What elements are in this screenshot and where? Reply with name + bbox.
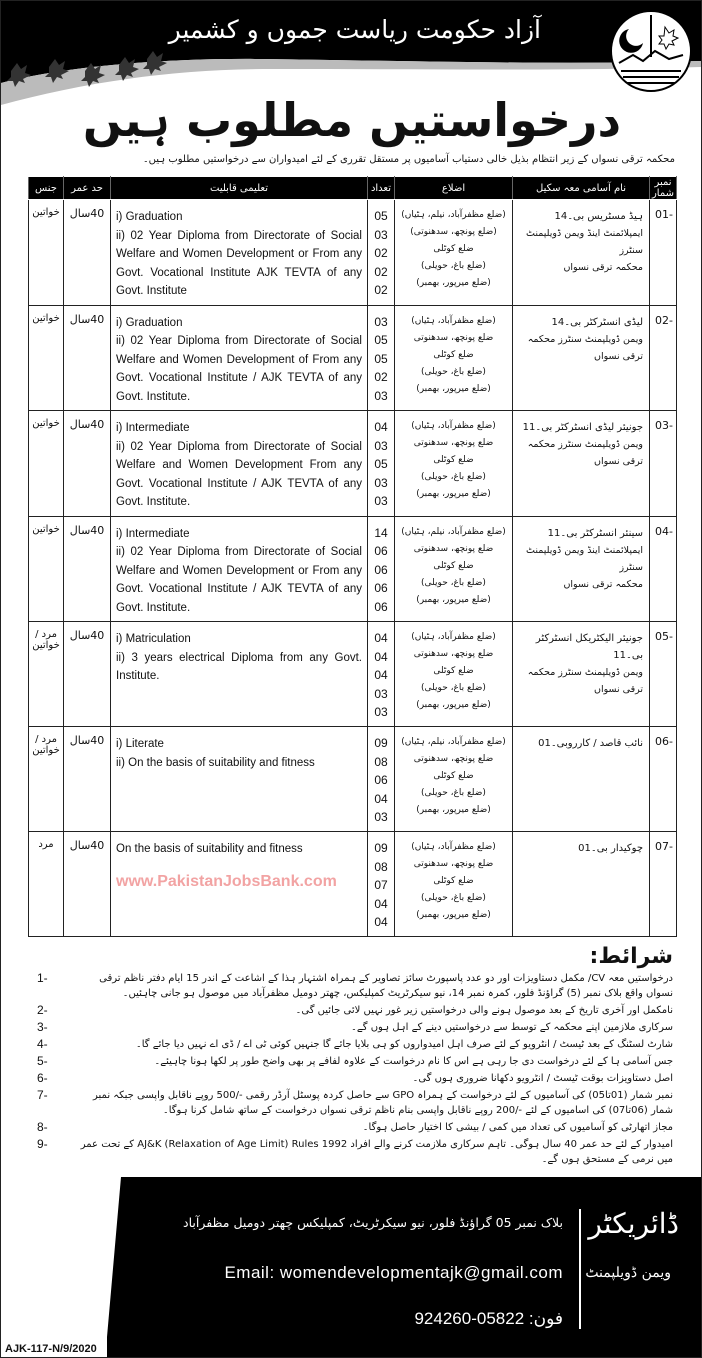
ad-reference-code: AJK-117-N/9/2020 [5, 1343, 97, 1355]
count-value: 14 [374, 525, 388, 540]
condition-number: 3- [37, 1020, 48, 1034]
gender-cell: مرد [29, 832, 64, 937]
count-value: 04 [374, 420, 388, 434]
post-cell [513, 411, 650, 517]
serial-cell: 04- [650, 516, 677, 622]
table-row [29, 411, 677, 517]
district-name: ضلع کوٹلی [433, 349, 474, 360]
count-value: 03 [374, 810, 388, 824]
districts-cell [395, 305, 513, 411]
district-name: (ضلع باغ، حویلی) [421, 261, 486, 271]
districts-cell [395, 516, 513, 622]
qualification-line: i) Literate [116, 738, 164, 750]
condition-text: امیدوار کے لئے حد عمر 40 سال ہوگی۔ تاہم سرکاری ملازمت کرنے والے افراد AJ&K (Relaxation of Age Limit) Rules 1992 کے تحت عمر میں نرمی کے مستحق ہوں گے۔ [80, 1139, 673, 1165]
condition-item [29, 1120, 673, 1135]
district-name: (ضلع باغ، حویلی) [421, 577, 486, 588]
condition-number: 5- [37, 1054, 48, 1068]
qualification-line: ii) On the basis of suitability and fitness [116, 756, 315, 769]
districts-cell [395, 200, 513, 306]
post-line: سینئر انسٹرکٹر بی۔11 [547, 527, 643, 539]
count-value: 09 [374, 736, 388, 750]
count-cell [368, 305, 395, 411]
count-value: 09 [374, 841, 388, 855]
age-cell: 40سال [64, 516, 111, 622]
count-value: 04 [374, 631, 388, 645]
district-name: (ضلع مظفرآباد، ہٹیاں) [411, 421, 496, 431]
vacancies-table [28, 176, 677, 937]
contact-email[interactable]: Email: womendevelopmentajk@gmail.com [224, 1263, 563, 1282]
post-line: لیڈی انسٹرکٹر بی۔14 [551, 316, 643, 328]
district-name: (ضلع میرپور، بھمبر) [416, 805, 491, 815]
count-cell [368, 200, 395, 306]
qualification-line: ii) 3 years electrical Diploma from any Govt. Institute. [116, 651, 362, 682]
district-name: (ضلع میرپور، بھمبر) [416, 700, 491, 710]
serial-cell: 05- [650, 622, 677, 727]
district-name: ضلع پونچھ، سدھنوتی [413, 543, 494, 554]
count-cell [368, 516, 395, 622]
count-value: 04 [374, 915, 388, 929]
districts-cell [395, 411, 513, 517]
count-value: 06 [374, 773, 388, 787]
intro-text: محکمہ ترقی نسواں کے زیر انتظام بذیل خالی دستیاب آسامیوں پر مستقل تقرری کے لئے امیدواران سے درخواستیں مطلوب ہیں۔ [142, 154, 675, 165]
col-serial: نمبر شمار [650, 177, 677, 200]
count-value: 04 [374, 649, 388, 664]
count-value: 04 [374, 896, 388, 911]
district-name: ضلع کوٹلی [433, 244, 474, 254]
count-value: 02 [374, 283, 388, 297]
condition-text: مجاز اتھارٹی کو آسامیوں کی تعداد میں کمی / بیشی کا اختیار حاصل ہوگا۔ [362, 1122, 673, 1133]
count-value: 02 [374, 246, 388, 260]
count-value: 07 [374, 878, 388, 892]
district-name: (ضلع باغ، حویلی) [421, 683, 486, 693]
table-row [29, 516, 677, 622]
count-value: 05 [374, 457, 388, 471]
condition-number: 7- [37, 1088, 48, 1102]
post-line: محکمہ ترقی نسواں [563, 578, 643, 590]
condition-text: نمبر شمار (01تا05) کی آسامیوں کے لئے درخواست کے ہمراہ GPO سے حاصل کردہ پوسٹل آرڈر رقمی -/500 روپے ناقابل واپسی جبکہ نمبر شمار (06تا07) کی اسامیوں کے لئے -/200 روپے ناقابل واپسی بنام ناظم ترقی نسواں درخواست کے ساتھ شامل کرنا ہوگا۔ [93, 1090, 673, 1116]
table-row [29, 727, 677, 832]
condition-number: 9- [37, 1137, 48, 1151]
condition-text: اصل دستاویزات بوقت ٹیسٹ / انٹرویو دکھانا ضروری ہوں گی۔ [412, 1073, 673, 1084]
condition-item [29, 1137, 673, 1167]
qualification-line: ii) 02 Year Diploma from Directorate of Social Welfare and Women Development or From any Govt. Vocational Institute AJK TEVTA of any Govt. Institute [116, 229, 362, 297]
condition-number: 1- [37, 971, 48, 985]
serial-cell: 06- [650, 727, 677, 832]
post-cell [513, 832, 650, 937]
col-count: تعداد [368, 177, 395, 200]
condition-number: 2- [37, 1003, 48, 1017]
count-value: 04 [374, 791, 388, 806]
count-value: 02 [374, 264, 388, 279]
count-cell [368, 832, 395, 937]
qualification-line: ii) 02 Year Diploma from Directorate of Social Welfare and Women Development or From any Govt. Vocational Institute / AJK TEVTA of any Govt. Institute. [116, 546, 362, 614]
district-name: ضلع کوٹلی [433, 455, 474, 465]
post-cell [513, 516, 650, 622]
district-name: ضلع پونچھ، سدھنوتی [413, 859, 494, 869]
watermark: www.PakistanJobsBank.com [116, 872, 337, 890]
count-value: 06 [374, 581, 388, 595]
office-address: بلاک نمبر 05 گراؤنڈ فلور، نیو سیکرٹریٹ، کمپلیکس چھتر دومیل مظفرآباد [183, 1215, 563, 1230]
condition-item [29, 1071, 673, 1086]
count-cell [368, 727, 395, 832]
count-value: 04 [374, 668, 388, 682]
post-line: نائب قاصد / کارروبی۔01 [538, 738, 643, 749]
districts-cell [395, 727, 513, 832]
district-name: ضلع کوٹلی [433, 876, 474, 886]
count-value: 03 [374, 388, 388, 403]
conditions-list [29, 971, 673, 1167]
qualification-cell [111, 516, 368, 622]
table-row [29, 832, 677, 937]
condition-item [29, 1037, 673, 1052]
districts-cell [395, 622, 513, 727]
district-name: ضلع پونچھ، سدھنوتی [413, 332, 494, 343]
district-name: ضلع کوٹلی [433, 560, 474, 571]
post-cell [513, 200, 650, 306]
post-line: ایمپلائمنٹ اینڈ ویمن ڈویلپمنٹ سنٹرز [526, 228, 643, 256]
post-cell [513, 305, 650, 411]
district-name: (ضلع باغ، حویلی) [421, 788, 486, 798]
serial-cell: 02- [650, 305, 677, 411]
condition-item [29, 1020, 673, 1035]
post-line: ہیڈ مسٹریس بی۔14 [554, 211, 643, 222]
qualification-line: i) Graduation [116, 316, 183, 329]
count-value: 03 [374, 438, 388, 453]
district-name: (ضلع میرپور، بھمبر) [416, 594, 491, 605]
post-line: محکمہ ترقی نسواں [563, 262, 643, 273]
condition-item [29, 971, 673, 1001]
count-value: 05 [374, 351, 388, 366]
col-age: حد عمر [64, 177, 111, 200]
district-name: (ضلع مظفرآباد، نیلم، ہٹیاں) [401, 210, 506, 220]
condition-number: 8- [37, 1120, 48, 1134]
count-value: 03 [374, 475, 388, 490]
col-districts: اضلاع [395, 177, 513, 200]
table-header-row [29, 177, 677, 200]
district-name: (ضلع مظفرآباد، ہٹیاں) [411, 632, 496, 642]
district-name: (ضلع میرپور، بھمبر) [416, 383, 491, 394]
count-value: 05 [374, 333, 388, 347]
age-cell: 40سال [64, 411, 111, 517]
conditions-title: شرائط: [589, 944, 673, 969]
gender-cell: خواتین [29, 200, 64, 306]
qualification-line: i) Graduation [116, 211, 183, 223]
district-name: ضلع پونچھ، سدھنوتی [413, 754, 494, 764]
qualification-line: i) Matriculation [116, 633, 191, 645]
condition-number: 4- [37, 1037, 48, 1051]
serial-cell: 01- [650, 200, 677, 306]
district-name: (ضلع پونچھ، سدھنوتی) [410, 227, 497, 237]
gender-cell: خواتین [29, 305, 64, 411]
count-value: 06 [374, 562, 388, 577]
count-value: 08 [374, 859, 388, 874]
count-cell [368, 622, 395, 727]
condition-number: 6- [37, 1071, 48, 1085]
serial-cell: 07- [650, 832, 677, 937]
qualification-line: On the basis of suitability and fitness [116, 843, 303, 855]
post-line: جونیئر الیکٹریکل انسٹرکٹر بی۔11 [535, 633, 643, 661]
director-title: ڈائریکٹر [588, 1207, 679, 1240]
district-name: ضلع کوٹلی [433, 771, 474, 781]
count-value: 06 [374, 599, 388, 614]
district-name: (ضلع مظفرآباد، نیلم، ہٹیاں) [401, 526, 506, 537]
qualification-line: ii) 02 Year Diploma from Directorate of Social Welfare and Women Development of From any Govt. Vocational Institute / AJK TEVTA of any Govt. Institute. [116, 335, 362, 403]
qualification-line: i) Intermediate [116, 422, 190, 434]
district-name: (ضلع باغ، حویلی) [421, 893, 486, 903]
district-name: (ضلع مظفرآباد، نیلم، ہٹیاں) [401, 737, 506, 747]
district-name: ضلع کوٹلی [433, 666, 474, 676]
gender-cell: مرد / خواتین [29, 727, 64, 832]
district-name: (ضلع میرپور، بھمبر) [416, 278, 491, 288]
post-line: ایمپلائمنٹ اینڈ ویمن ڈویلپمنٹ سنٹرز [526, 544, 643, 573]
post-line: ویمن ڈویلپمنٹ سنٹرز محکمہ ترقی نسواں [527, 333, 643, 362]
serial-cell: 03- [650, 411, 677, 517]
condition-item [29, 1054, 673, 1069]
qualification-cell [111, 411, 368, 517]
gender-cell: مرد / خواتین [29, 622, 64, 727]
ajk-emblem-logo [607, 7, 695, 95]
count-cell [368, 411, 395, 517]
count-value: 03 [374, 314, 388, 329]
districts-cell [395, 832, 513, 937]
qualification-cell [111, 622, 368, 727]
post-line: ویمن ڈویلپمنٹ سنٹرز محکمہ ترقی نسواں [527, 439, 643, 467]
count-value: 03 [374, 227, 388, 242]
condition-text: درخواستیں معہ CV/ مکمل دستاویزات اور دو عدد پاسپورٹ سائز تصاویر کے ہمراہ اشتہار ہذا کے اشاعت کے اندر 15 ایام دفتر ناظم ترقی نسواں واقع بلاک نمبر (5) گراؤنڈ فلور، کمرہ نمبر 14، نیو سیکرٹریٹ کمپلیکس، چھتر دومیل مظفرآباد میں موصول ہو جانی چاہئیں۔ [99, 973, 673, 999]
table-row [29, 200, 677, 306]
col-qualification: تعلیمی قابلیت [111, 177, 368, 200]
table-row [29, 305, 677, 411]
count-value: 03 [374, 494, 388, 508]
count-value: 03 [374, 705, 388, 719]
qualification-cell [111, 305, 368, 411]
age-cell: 40سال [64, 200, 111, 306]
post-cell [513, 622, 650, 727]
age-cell: 40سال [64, 622, 111, 727]
age-cell: 40سال [64, 832, 111, 937]
col-post: نام آسامی معہ سکیل [513, 177, 650, 200]
district-name: (ضلع باغ، حویلی) [421, 472, 486, 482]
condition-text: سرکاری ملازمین اپنے محکمہ کے توسط سے درخواستیں دینے کے اہل ہوں گے۔ [351, 1022, 673, 1033]
post-cell [513, 727, 650, 832]
district-name: (ضلع باغ، حویلی) [421, 366, 486, 377]
count-value: 06 [374, 544, 388, 558]
col-gender: جنس [29, 177, 64, 200]
post-line: جونیئر لیڈی انسٹرکٹر بی۔11 [522, 422, 643, 433]
qualification-line: ii) 02 Year Diploma from Directorate of Social Welfare and Women Development From any Govt. Vocational Institute / AJK TEVTA of any Govt. Institute. [116, 440, 362, 508]
qualification-cell [111, 727, 368, 832]
table-row [29, 622, 677, 727]
condition-text: جس آسامی ہا کے لئے درخواست دی جا رہی ہے اس کا نام درخواست کے علاوہ لفافے پر بھی واضح طور پر لکھا ہونا چاہیئے۔ [154, 1056, 673, 1067]
header [1, 1, 701, 176]
government-title: آزاد حکومت ریاست جموں و کشمیر [168, 15, 541, 44]
district-name: (ضلع مظفرآباد، ہٹیاں) [411, 842, 496, 852]
count-value: 02 [374, 370, 388, 384]
count-value: 05 [374, 209, 388, 223]
condition-text: نامکمل اور آخری تاریخ کے بعد موصول ہونے والی درخواستیں زیر غور نہیں لائی جائیں گی۔ [295, 1005, 673, 1016]
qualification-line: i) Intermediate [116, 527, 190, 540]
district-name: (ضلع میرپور، بھمبر) [416, 910, 491, 920]
count-value: 08 [374, 754, 388, 769]
post-line: چوکیدار بی۔01 [578, 843, 643, 854]
post-line: ویمن ڈویلپمنٹ سنٹرز محکمہ ترقی نسواں [527, 667, 643, 695]
district-name: ضلع پونچھ، سدھنوتی [413, 649, 494, 659]
department-name: ویمن ڈویلپمنٹ [585, 1265, 671, 1281]
condition-item [29, 1003, 673, 1018]
count-value: 03 [374, 686, 388, 701]
district-name: (ضلع میرپور، بھمبر) [416, 489, 491, 499]
gender-cell: خواتین [29, 516, 64, 622]
conditions-section [1, 937, 701, 1177]
main-heading: درخواستیں مطلوب ہیں [82, 93, 622, 147]
age-cell: 40سال [64, 305, 111, 411]
district-name: ضلع پونچھ، سدھنوتی [413, 438, 494, 448]
qualification-cell [111, 832, 368, 937]
condition-item [29, 1088, 673, 1118]
district-name: (ضلع مظفرآباد، ہٹیاں) [411, 315, 496, 326]
age-cell: 40سال [64, 727, 111, 832]
contact-phone: فون: 05822-924260 [414, 1309, 563, 1328]
gender-cell: خواتین [29, 411, 64, 517]
footer-divider [579, 1209, 581, 1329]
footer [1, 1177, 701, 1357]
condition-text: شارٹ لسٹنگ کے بعد ٹیسٹ / انٹرویو کے لئے صرف اہل امیدواروں کو ہی بلایا جائے گا جنہیں کوئی ٹی اے / ڈی اے نہیں دیا جائے گا۔ [135, 1039, 673, 1050]
qualification-cell [111, 200, 368, 306]
